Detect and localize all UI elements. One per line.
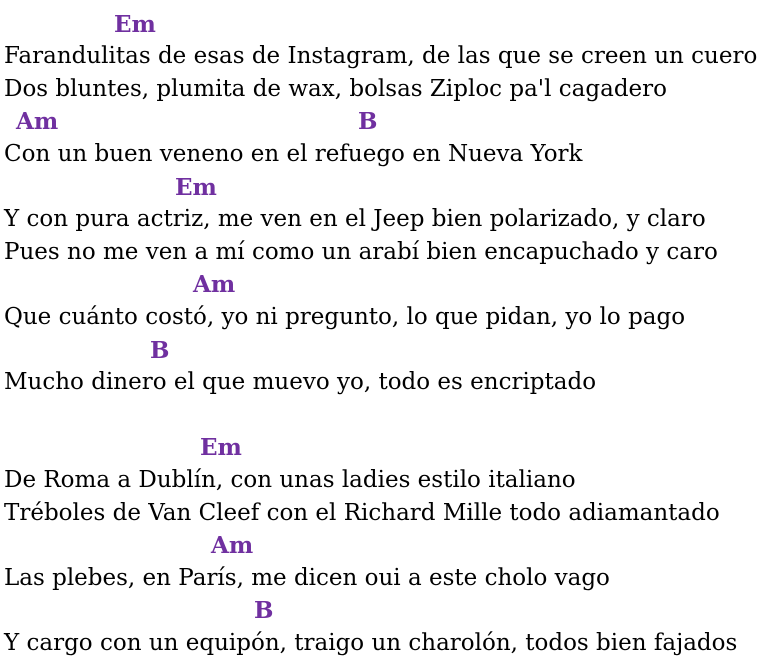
chord-label: Em bbox=[114, 11, 156, 38]
chord-label: Am bbox=[16, 108, 59, 135]
lyric-line: Farandulitas de esas de Instagram, de las que se creen un cuero bbox=[4, 43, 758, 69]
lyric-line: Pues no me ven a mí como un arabí bien encapuchado y caro bbox=[4, 239, 718, 265]
lyric-line: Mucho dinero el que muevo yo, todo es encriptado bbox=[4, 369, 597, 395]
chord-label: Em bbox=[200, 434, 242, 461]
chord-label: Am bbox=[193, 271, 236, 298]
lyric-line: Tréboles de Van Cleef con el Richard Mille todo adiamantado bbox=[4, 500, 720, 526]
chord-label: B bbox=[150, 337, 170, 364]
chord-label: B bbox=[254, 597, 274, 624]
lyric-line: Que cuánto costó, yo ni pregunto, lo que pidan, yo lo pago bbox=[4, 304, 686, 330]
lyric-line: De Roma a Dublín, con unas ladies estilo italiano bbox=[4, 467, 576, 493]
chord-label: Am bbox=[211, 532, 254, 559]
lyric-line: Con un buen veneno en el refuego en Nueva York bbox=[4, 141, 583, 167]
chord-label: Em bbox=[175, 174, 217, 201]
chord-label: B bbox=[358, 108, 378, 135]
lyric-line: Dos bluntes, plumita de wax, bolsas Ziploc pa'l cagadero bbox=[4, 76, 667, 102]
lyric-line: Y cargo con un equipón, traigo un charolón, todos bien fajados bbox=[4, 630, 738, 656]
lyric-line: Y con pura actriz, me ven en el Jeep bien polarizado, y claro bbox=[4, 206, 706, 232]
lyric-line: Las plebes, en París, me dicen oui a este cholo vago bbox=[4, 565, 610, 591]
